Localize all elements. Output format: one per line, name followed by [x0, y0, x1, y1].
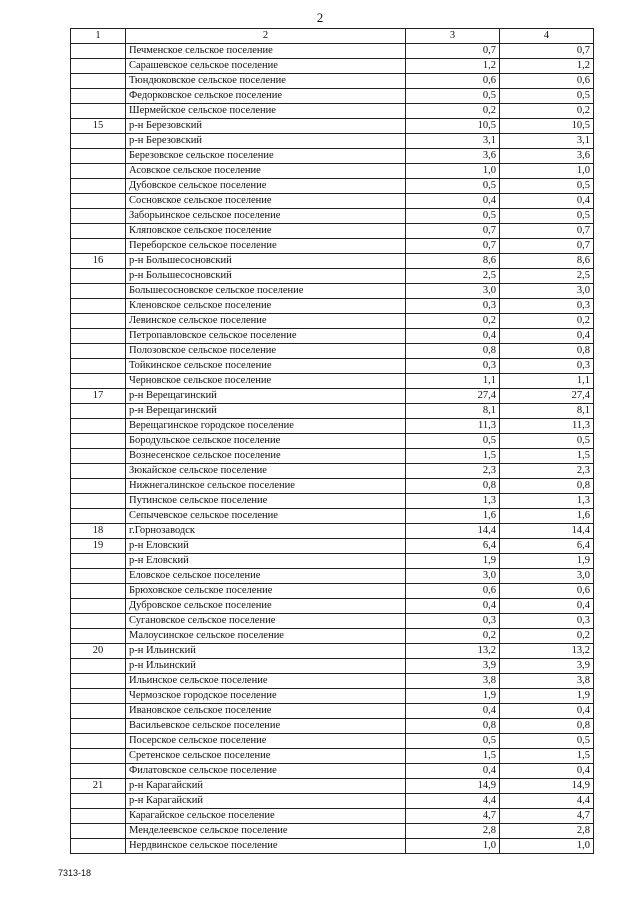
table-row — [71, 644, 594, 659]
name-cell: Левинское сельское поселение — [126, 314, 406, 329]
table-row — [71, 209, 594, 224]
table-row — [71, 284, 594, 299]
value-col4-cell: 4,7 — [500, 809, 594, 824]
row-number-cell — [71, 824, 126, 839]
name-cell: Ивановское сельское поселение — [126, 704, 406, 719]
name-cell: р-н Верещагинский — [126, 404, 406, 419]
value-col3-cell: 27,4 — [406, 389, 500, 404]
row-number-cell — [71, 689, 126, 704]
value-col3-cell: 3,0 — [406, 284, 500, 299]
value-col4-cell: 0,7 — [500, 239, 594, 254]
row-number-cell — [71, 494, 126, 509]
row-number-cell: 20 — [71, 644, 126, 659]
value-col4-cell: 0,4 — [500, 704, 594, 719]
value-col4-cell: 2,5 — [500, 269, 594, 284]
name-cell: р-н Березовский — [126, 119, 406, 134]
row-number-cell — [71, 74, 126, 89]
value-col4-cell: 1,5 — [500, 449, 594, 464]
name-cell: Нердвинское сельское поселение — [126, 839, 406, 854]
header-col-3: 3 — [406, 29, 500, 44]
value-col3-cell: 6,4 — [406, 539, 500, 554]
name-cell: Ильинское сельское поселение — [126, 674, 406, 689]
table-row — [71, 119, 594, 134]
value-col3-cell: 1,0 — [406, 839, 500, 854]
name-cell: Еловское сельское поселение — [126, 569, 406, 584]
value-col4-cell: 3,0 — [500, 569, 594, 584]
value-col3-cell: 1,9 — [406, 689, 500, 704]
row-number-cell — [71, 359, 126, 374]
table-row — [71, 614, 594, 629]
name-cell: Петропавловское сельское поселение — [126, 329, 406, 344]
row-number-cell — [71, 269, 126, 284]
table-row — [71, 659, 594, 674]
name-cell: Сугановское сельское поселение — [126, 614, 406, 629]
value-col3-cell: 0,4 — [406, 704, 500, 719]
name-cell: р-н Большесосновский — [126, 254, 406, 269]
table-row — [71, 389, 594, 404]
name-cell: Брюховское сельское поселение — [126, 584, 406, 599]
value-col4-cell: 8,1 — [500, 404, 594, 419]
value-col4-cell: 1,3 — [500, 494, 594, 509]
value-col3-cell: 14,9 — [406, 779, 500, 794]
value-col3-cell: 0,5 — [406, 434, 500, 449]
table-row — [71, 74, 594, 89]
value-col4-cell: 13,2 — [500, 644, 594, 659]
name-cell: Кляповское сельское поселение — [126, 224, 406, 239]
row-number-cell — [71, 554, 126, 569]
row-number-cell — [71, 734, 126, 749]
value-col3-cell: 1,9 — [406, 554, 500, 569]
row-number-cell — [71, 344, 126, 359]
value-col3-cell: 2,5 — [406, 269, 500, 284]
value-col3-cell: 0,3 — [406, 614, 500, 629]
value-col4-cell: 1,0 — [500, 164, 594, 179]
page-number: 2 — [316, 10, 324, 25]
value-col4-cell: 0,4 — [500, 764, 594, 779]
name-cell: Карагайское сельское поселение — [126, 809, 406, 824]
row-number-cell — [71, 509, 126, 524]
name-cell: Большесосновское сельское поселение — [126, 284, 406, 299]
row-number-cell — [71, 104, 126, 119]
table-row — [71, 554, 594, 569]
row-number-cell — [71, 839, 126, 854]
row-number-cell — [71, 374, 126, 389]
value-col4-cell: 1,2 — [500, 59, 594, 74]
row-number-cell — [71, 719, 126, 734]
name-cell: р-н Большесосновский — [126, 269, 406, 284]
value-col4-cell: 2,8 — [500, 824, 594, 839]
value-col4-cell: 11,3 — [500, 419, 594, 434]
table-row — [71, 464, 594, 479]
value-col3-cell: 0,2 — [406, 314, 500, 329]
row-number-cell — [71, 479, 126, 494]
table-row — [71, 809, 594, 824]
name-cell: Заборьинское сельское поселение — [126, 209, 406, 224]
value-col3-cell: 1,1 — [406, 374, 500, 389]
table-row — [71, 164, 594, 179]
row-number-cell — [71, 704, 126, 719]
table-row — [71, 539, 594, 554]
row-number-cell — [71, 314, 126, 329]
row-number-cell — [71, 584, 126, 599]
document-code: 7313-18 — [58, 868, 92, 878]
value-col4-cell: 0,2 — [500, 104, 594, 119]
value-col3-cell: 1,5 — [406, 749, 500, 764]
table-row — [71, 404, 594, 419]
value-col4-cell: 0,8 — [500, 719, 594, 734]
table-row — [71, 149, 594, 164]
value-col3-cell: 3,1 — [406, 134, 500, 149]
row-number-cell — [71, 764, 126, 779]
value-col4-cell: 0,8 — [500, 344, 594, 359]
name-cell: Сарашевское сельское поселение — [126, 59, 406, 74]
table-row — [71, 689, 594, 704]
table-row — [71, 839, 594, 854]
row-number-cell — [71, 299, 126, 314]
value-col3-cell: 0,2 — [406, 629, 500, 644]
name-cell: р-н Ильинский — [126, 644, 406, 659]
row-number-cell — [71, 179, 126, 194]
value-col4-cell: 0,3 — [500, 614, 594, 629]
name-cell: Малоусинское сельское поселение — [126, 629, 406, 644]
name-cell: Верещагинское городское поселение — [126, 419, 406, 434]
value-col4-cell: 8,6 — [500, 254, 594, 269]
value-col4-cell: 1,5 — [500, 749, 594, 764]
value-col3-cell: 0,3 — [406, 359, 500, 374]
value-col4-cell: 3,6 — [500, 149, 594, 164]
name-cell: Бородульское сельское поселение — [126, 434, 406, 449]
name-cell: Березовское сельское поселение — [126, 149, 406, 164]
value-col3-cell: 0,6 — [406, 584, 500, 599]
row-number-cell: 17 — [71, 389, 126, 404]
table-row — [71, 314, 594, 329]
name-cell: р-н Ильинский — [126, 659, 406, 674]
name-cell: р-н Карагайский — [126, 779, 406, 794]
row-number-cell — [71, 194, 126, 209]
value-col3-cell: 0,8 — [406, 719, 500, 734]
name-cell: Шермейское сельское поселение — [126, 104, 406, 119]
name-cell: Посерское сельское поселение — [126, 734, 406, 749]
table-row — [71, 524, 594, 539]
value-col4-cell: 3,8 — [500, 674, 594, 689]
value-col3-cell: 1,5 — [406, 449, 500, 464]
value-col3-cell: 8,6 — [406, 254, 500, 269]
table-row — [71, 359, 594, 374]
table-row — [71, 374, 594, 389]
name-cell: Чермозское городское поселение — [126, 689, 406, 704]
row-number-cell — [71, 434, 126, 449]
name-cell: Сретенское сельское поселение — [126, 749, 406, 764]
table-row — [71, 104, 594, 119]
value-col3-cell: 0,7 — [406, 239, 500, 254]
value-col4-cell: 3,1 — [500, 134, 594, 149]
name-cell: Сепычевское сельское поселение — [126, 509, 406, 524]
value-col3-cell: 0,5 — [406, 179, 500, 194]
value-col3-cell: 11,3 — [406, 419, 500, 434]
value-col3-cell: 0,4 — [406, 599, 500, 614]
name-cell: Васильевское сельское поселение — [126, 719, 406, 734]
row-number-cell — [71, 614, 126, 629]
value-col3-cell: 3,6 — [406, 149, 500, 164]
value-col4-cell: 14,9 — [500, 779, 594, 794]
value-col4-cell: 6,4 — [500, 539, 594, 554]
value-col4-cell: 10,5 — [500, 119, 594, 134]
name-cell: Дубовское сельское поселение — [126, 179, 406, 194]
name-cell: Нижнегалинское сельское поселение — [126, 479, 406, 494]
table-row — [71, 704, 594, 719]
row-number-cell — [71, 89, 126, 104]
row-number-cell — [71, 599, 126, 614]
table-row — [71, 344, 594, 359]
value-col3-cell: 0,3 — [406, 299, 500, 314]
name-cell: Филатовское сельское поселение — [126, 764, 406, 779]
row-number-cell — [71, 794, 126, 809]
value-col4-cell: 0,4 — [500, 599, 594, 614]
table-row — [71, 629, 594, 644]
value-col3-cell: 1,2 — [406, 59, 500, 74]
row-number-cell — [71, 449, 126, 464]
value-col3-cell: 0,8 — [406, 344, 500, 359]
row-number-cell — [71, 284, 126, 299]
name-cell: г.Горнозаводск — [126, 524, 406, 539]
value-col4-cell: 27,4 — [500, 389, 594, 404]
table-row — [71, 59, 594, 74]
table-body — [71, 29, 594, 854]
table-row — [71, 194, 594, 209]
table-row — [71, 509, 594, 524]
value-col3-cell: 1,0 — [406, 164, 500, 179]
value-col4-cell: 14,4 — [500, 524, 594, 539]
value-col4-cell: 0,2 — [500, 314, 594, 329]
row-number-cell — [71, 224, 126, 239]
value-col3-cell: 8,1 — [406, 404, 500, 419]
row-number-cell — [71, 239, 126, 254]
row-number-cell — [71, 809, 126, 824]
value-col3-cell: 0,4 — [406, 194, 500, 209]
table-row — [71, 329, 594, 344]
table-row — [71, 134, 594, 149]
table-row — [71, 569, 594, 584]
value-col3-cell: 3,8 — [406, 674, 500, 689]
value-col4-cell: 0,5 — [500, 89, 594, 104]
value-col3-cell: 2,3 — [406, 464, 500, 479]
value-col4-cell: 4,4 — [500, 794, 594, 809]
name-cell: Полозовское сельское поселение — [126, 344, 406, 359]
name-cell: Печменское сельское поселение — [126, 44, 406, 59]
value-col4-cell: 2,3 — [500, 464, 594, 479]
table-row — [71, 44, 594, 59]
name-cell: р-н Карагайский — [126, 794, 406, 809]
row-number-cell — [71, 629, 126, 644]
table-row — [71, 224, 594, 239]
value-col4-cell: 0,5 — [500, 734, 594, 749]
row-number-cell — [71, 659, 126, 674]
table-row — [71, 449, 594, 464]
value-col4-cell: 0,4 — [500, 329, 594, 344]
row-number-cell: 21 — [71, 779, 126, 794]
row-number-cell — [71, 404, 126, 419]
row-number-cell — [71, 134, 126, 149]
value-col4-cell: 1,1 — [500, 374, 594, 389]
value-col3-cell: 3,9 — [406, 659, 500, 674]
name-cell: Менделеевское сельское поселение — [126, 824, 406, 839]
row-number-cell — [71, 749, 126, 764]
value-col3-cell: 0,7 — [406, 44, 500, 59]
value-col3-cell: 3,0 — [406, 569, 500, 584]
value-col3-cell: 2,8 — [406, 824, 500, 839]
name-cell: Дубровское сельское поселение — [126, 599, 406, 614]
name-cell: Черновское сельское поселение — [126, 374, 406, 389]
row-number-cell — [71, 464, 126, 479]
table-row — [71, 749, 594, 764]
table-row — [71, 719, 594, 734]
name-cell: Кленовское сельское поселение — [126, 299, 406, 314]
row-number-cell: 15 — [71, 119, 126, 134]
name-cell: Асовское сельское поселение — [126, 164, 406, 179]
value-col3-cell: 0,4 — [406, 329, 500, 344]
row-number-cell — [71, 674, 126, 689]
value-col4-cell: 3,9 — [500, 659, 594, 674]
value-col3-cell: 0,5 — [406, 734, 500, 749]
value-col4-cell: 0,6 — [500, 74, 594, 89]
name-cell: р-н Верещагинский — [126, 389, 406, 404]
table-row — [71, 764, 594, 779]
name-cell: Сосновское сельское поселение — [126, 194, 406, 209]
header-col-4: 4 — [500, 29, 594, 44]
row-number-cell — [71, 209, 126, 224]
table-row — [71, 419, 594, 434]
table-row — [71, 734, 594, 749]
value-col3-cell: 4,7 — [406, 809, 500, 824]
name-cell: р-н Еловский — [126, 539, 406, 554]
value-col4-cell: 0,5 — [500, 434, 594, 449]
value-col3-cell: 0,8 — [406, 479, 500, 494]
table-row — [71, 584, 594, 599]
row-number-cell: 18 — [71, 524, 126, 539]
table-row — [71, 269, 594, 284]
row-number-cell: 16 — [71, 254, 126, 269]
table-row — [71, 824, 594, 839]
value-col4-cell: 0,5 — [500, 209, 594, 224]
header-col-1: 1 — [71, 29, 126, 44]
value-col4-cell: 0,2 — [500, 629, 594, 644]
table-row — [71, 779, 594, 794]
value-col4-cell: 0,7 — [500, 44, 594, 59]
name-cell: р-н Березовский — [126, 134, 406, 149]
table-row — [71, 179, 594, 194]
table-row — [71, 239, 594, 254]
value-col4-cell: 0,4 — [500, 194, 594, 209]
allocation-table — [70, 28, 594, 854]
value-col4-cell: 1,0 — [500, 839, 594, 854]
table-row — [71, 434, 594, 449]
table-row — [71, 794, 594, 809]
name-cell: р-н Еловский — [126, 554, 406, 569]
name-cell: Вознесенское сельское поселение — [126, 449, 406, 464]
value-col3-cell: 0,6 — [406, 74, 500, 89]
value-col3-cell: 0,5 — [406, 209, 500, 224]
table-row — [71, 494, 594, 509]
value-col3-cell: 4,4 — [406, 794, 500, 809]
value-col4-cell: 0,8 — [500, 479, 594, 494]
name-cell: Тойкинское сельское поселение — [126, 359, 406, 374]
value-col4-cell: 0,3 — [500, 299, 594, 314]
table-row — [71, 299, 594, 314]
value-col3-cell: 13,2 — [406, 644, 500, 659]
value-col4-cell: 1,6 — [500, 509, 594, 524]
value-col4-cell: 0,6 — [500, 584, 594, 599]
row-number-cell — [71, 59, 126, 74]
row-number-cell — [71, 44, 126, 59]
row-number-cell — [71, 419, 126, 434]
value-col3-cell: 0,5 — [406, 89, 500, 104]
value-col4-cell: 1,9 — [500, 554, 594, 569]
table-row — [71, 254, 594, 269]
name-cell: Путинское сельское поселение — [126, 494, 406, 509]
value-col3-cell: 0,2 — [406, 104, 500, 119]
value-col4-cell: 0,3 — [500, 359, 594, 374]
name-cell: Тюндюковское сельское поселение — [126, 74, 406, 89]
name-cell: Федорковское сельское поселение — [126, 89, 406, 104]
value-col3-cell: 1,3 — [406, 494, 500, 509]
row-number-cell — [71, 569, 126, 584]
row-number-cell — [71, 329, 126, 344]
value-col4-cell: 1,9 — [500, 689, 594, 704]
table-header-row — [71, 29, 594, 44]
table-row — [71, 89, 594, 104]
value-col4-cell: 3,0 — [500, 284, 594, 299]
header-col-2: 2 — [126, 29, 406, 44]
row-number-cell — [71, 149, 126, 164]
name-cell: Зюкайское сельское поселение — [126, 464, 406, 479]
value-col3-cell: 0,4 — [406, 764, 500, 779]
row-number-cell: 19 — [71, 539, 126, 554]
value-col3-cell: 0,7 — [406, 224, 500, 239]
name-cell: Переборское сельское поселение — [126, 239, 406, 254]
table-row — [71, 674, 594, 689]
value-col3-cell: 10,5 — [406, 119, 500, 134]
table-row — [71, 479, 594, 494]
value-col3-cell: 1,6 — [406, 509, 500, 524]
table-row — [71, 599, 594, 614]
row-number-cell — [71, 164, 126, 179]
value-col3-cell: 14,4 — [406, 524, 500, 539]
value-col4-cell: 0,5 — [500, 179, 594, 194]
value-col4-cell: 0,7 — [500, 224, 594, 239]
